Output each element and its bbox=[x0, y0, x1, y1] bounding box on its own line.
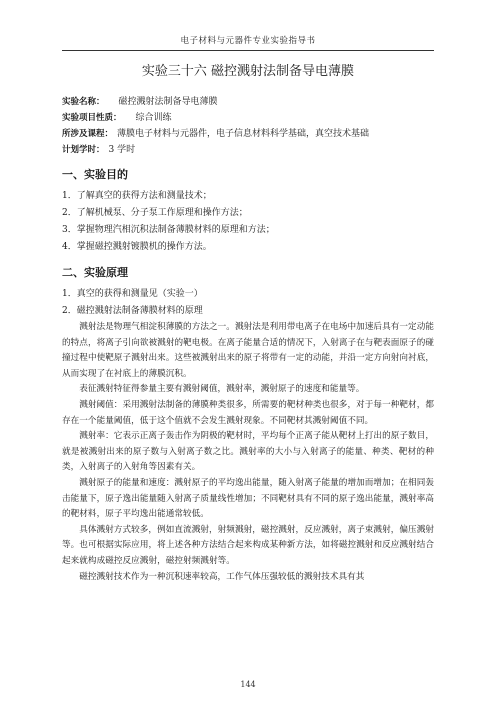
meta-nature-value: 综合训练 bbox=[135, 113, 172, 123]
meta-hours-label: 计划学时： bbox=[62, 145, 105, 155]
document-body bbox=[62, 94, 434, 585]
meta-courses-value: 薄膜电子材料与元器件，电子信息材料科学基础，真空技术基础 bbox=[117, 129, 370, 139]
document-title: 实验三十六 磁控溅射法制备导电薄膜 bbox=[141, 64, 355, 79]
meta-experiment-nature bbox=[62, 110, 434, 126]
meta-hours bbox=[62, 142, 434, 158]
meta-name-value: 磁控溅射法制备导电薄膜 bbox=[118, 97, 218, 107]
meta-name-label: 实验名称： bbox=[62, 97, 105, 107]
meta-nature-label: 实验项目性质： bbox=[62, 113, 122, 123]
header-rule bbox=[62, 50, 434, 51]
paragraph-sputtering-intro: 溅射法是物理气相淀积薄膜的方法之一。溅射法是利用带电离子在电场中加速后具有一定动能的特点，将离子引向欲被溅射的靶电极。在离子能量合适的情况下，入射离子在与靶表面原子的碰撞过程中使靶原子溅射出来。这些被溅射出来的原子将带有一定的动能，并沿一定方向射向衬底，从而实现了在衬底上的薄膜沉积。 bbox=[62, 322, 434, 379]
section-heading-principles: 二、实验原理 bbox=[62, 266, 128, 279]
meta-hours-value: 3 学时 bbox=[108, 145, 136, 155]
paragraph-sputtering-yield: 溅射率：它表示正离子轰击作为阴极的靶材时，平均每个正离子能从靶材上打出的原子数目，就是被溅射出来的原子数与入射离子数之比。溅射率的大小与入射离子的能量、种类、靶材的种类，入射离子的入射角等因素有关。 bbox=[62, 431, 434, 473]
objective-item: 1．了解真空的获得方法和测量技术； bbox=[62, 191, 212, 201]
paragraph-atom-energy: 溅射原子的能量和速度：溅射原子的平均逸出能量，随入射离子能量的增加而增加；在相同轰击能量下，原子逸出能量随入射离子质量线性增加；不同靶材具有不同的原子逸出能量，溅射率高的靶材料，原子平均逸出能通常较低。 bbox=[62, 477, 434, 520]
paragraph-sputtering-parameters: 表征溅射特征得参量主要有溅射阈值，溅射率，溅射原子的速度和能量等。 bbox=[79, 384, 365, 395]
paragraph-sputtering-methods: 具体溅射方式较多，例如直流溅射，射频溅射，磁控溅射，反应溅射，离子束溅射，偏压溅射等。也可根据实际应用，将上述各种方法结合起来构成某种新方法，如将磁控溅射和反应溅射结合起来就构成磁控反应溅射，磁控射频溅射等。 bbox=[62, 524, 434, 566]
principle-item: 1．真空的获得和测量见（实验一） bbox=[62, 289, 203, 299]
running-header: 电子材料与元器件专业实验指导书 bbox=[180, 36, 316, 46]
meta-experiment-name bbox=[62, 94, 434, 110]
meta-courses bbox=[62, 126, 434, 142]
objective-item: 2．了解机械泵、分子泵工作原理和操作方法； bbox=[62, 208, 248, 218]
section-heading-objectives: 一、实验目的 bbox=[62, 168, 128, 181]
objective-item: 3．掌握物理汽相沉积法制备薄膜材料的原理和方法； bbox=[62, 225, 275, 235]
paragraph-magnetron: 磁控溅射技术作为一种沉积速率较高，工作气体压强较低的溅射技术具有其 bbox=[79, 571, 365, 582]
meta-courses-label: 所涉及课程： bbox=[62, 129, 114, 139]
page-number: 144 bbox=[240, 680, 256, 689]
principle-item: 2．磁控溅射法制备薄膜材料的原理 bbox=[62, 306, 203, 316]
paragraph-sputtering-threshold: 溅射阈值：采用溅射法制备的薄膜种类很多，所需要的靶材种类也很多，对于每一种靶材，都存在一个能量阈值，低于这个值就不会发生溅射现象。不同靶材其溅射阈值不同。 bbox=[62, 399, 434, 426]
objective-item: 4．掌握磁控溅射镀膜机的操作方法。 bbox=[62, 242, 212, 252]
